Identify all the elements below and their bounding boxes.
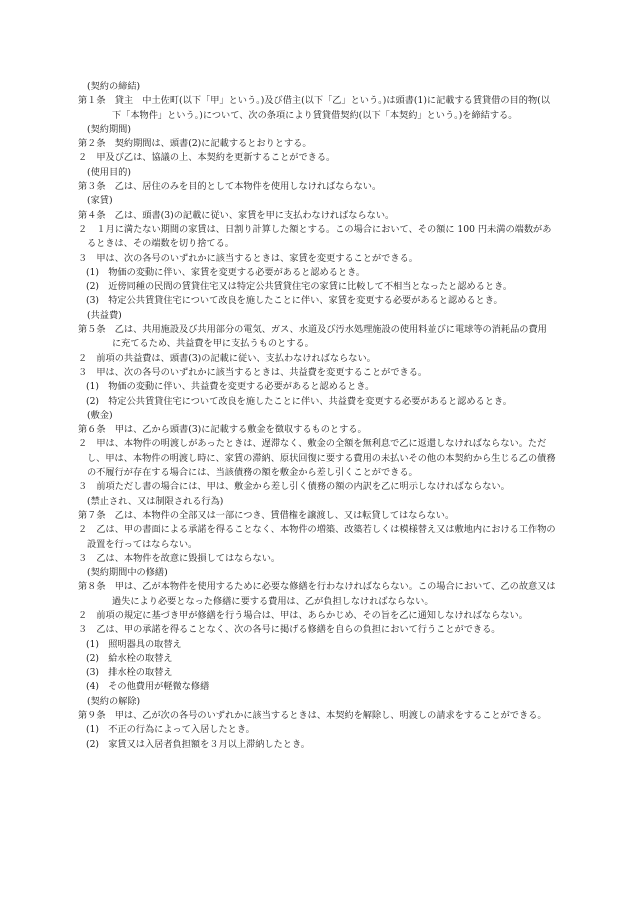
- clause-paragraph: ２ 前項の規定に基づき甲が修繕を行う場合は、甲は、あらかじめ、その旨を乙に通知しなければならない。: [78, 609, 528, 621]
- article-clause: 第５条 乙は、共用施設及び共用部分の電気、ガス、水道及び汚水処理施設の使用料並びに電球等の消耗品の費用に充てるため、共益費を甲に支払うものとする。: [78, 324, 547, 350]
- clause-paragraph: ３ 乙は、甲の承諾を得ることなく、次の各号に掲げる修繕を自らの負担において行うことができる。: [78, 624, 501, 636]
- contract-document: [78, 80, 556, 752]
- clause-item: (1) 不正の行為によって入居したとき。: [86, 724, 255, 736]
- article-clause: 第１条 貸主 中土佐町(以下「甲」という。)及び借主(以下「乙」という。)は頭書(1)に記載する賃貸借の目的物(以下「本物件」という。)について、次の条項により賃貸借契約(以下「本契約」という。)を締結する。: [78, 95, 550, 121]
- section-heading: (契約期間): [87, 123, 131, 135]
- clause-paragraph: ２ １月に満たない期間の家賃は、日割り計算した額とする。この場合において、その額に 100 円未満の端数があるときは、その端数を切り捨てる。: [78, 223, 552, 250]
- clause-item: (1) 照明器具の取替え: [86, 638, 182, 650]
- section-heading: (禁止され、又は制限される行為): [87, 495, 224, 507]
- section-heading: (敷金): [87, 409, 113, 421]
- article-clause: 第９条 甲は、乙が次の各号のいずれかに該当するときは、本契約を解除し、明渡しの請求をすることができる。: [78, 710, 547, 722]
- clause-paragraph: ３ 甲は、次の各号のいずれかに該当するときは、共益費を変更することができる。: [78, 366, 428, 378]
- clause-paragraph: ３ 乙は、本物件を故意に毀損してはならない。: [78, 552, 281, 564]
- clause-item: (1) 物価の変動に伴い、共益費を変更する必要があると認めるとき。: [86, 381, 375, 393]
- section-heading: (使用目的): [87, 166, 131, 178]
- section-heading: (共益費): [87, 309, 122, 321]
- article-clause: 第２条 契約期間は、頭書(2)に記載するとおりとする。: [78, 138, 312, 150]
- clause-item: (2) 近傍同種の民間の賃貸住宅又は特定公共賃貸住宅の家賃に比較して不相当となったと認めるとき。: [86, 281, 513, 293]
- clause-paragraph: ２ 前項の共益費は、頭書(3)の記載に従い、支払わなければならない。: [78, 352, 376, 364]
- section-heading: (家賃): [87, 195, 113, 207]
- clause-paragraph: ２ 甲は、本物件の明渡しがあったときは、遅滞なく、敷金の全額を無利息で乙に返還しなければならない。ただし、甲は、本物件の明渡し時に、家賃の滞納、原状回復に要する費用の未払いその他の本契約から生じる乙の債務の不履行が存在する場合には、当該債務の額を敷金から差し引くことができる。: [78, 438, 556, 479]
- section-heading: (契約の締結): [87, 81, 141, 92]
- article-clause: 第４条 乙は、頭書(3)の記載に従い、家賃を甲に支払わなければならない。: [78, 209, 395, 221]
- article-clause: 第８条 甲は、乙が本物件を使用するために必要な修繕を行わなければならない。この場合において、乙の故意又は過失により必要となった修繕に要する費用は、乙が負担しなければならない。: [78, 581, 556, 607]
- clause-paragraph: ３ 甲は、次の各号のいずれかに該当するときは、家賃を変更することができる。: [78, 252, 418, 264]
- article-clause: 第６条 甲は、乙から頭書(3)に記載する敷金を徴収するものとする。: [78, 424, 367, 436]
- clause-item: (1) 物価の変動に伴い、家賃を変更する必要があると認めるとき。: [86, 266, 366, 278]
- clause-item: (2) 給水栓の取替え: [86, 652, 173, 664]
- clause-paragraph: ３ 前項ただし書の場合には、甲は、敷金から差し引く債務の額の内訳を乙に明示しなければならない。: [78, 481, 510, 493]
- section-heading: (契約の解除): [87, 695, 141, 707]
- article-clause: 第７条 乙は、本物件の全部又は一部につき、賃借権を譲渡し、又は転貸してはならない。: [78, 509, 455, 521]
- section-heading: (契約期間中の修繕): [87, 567, 168, 579]
- clause-paragraph: ２ 乙は、甲の書面による承諾を得ることなく、本物件の増築、改築若しくは模様替え又は敷地内における工作物の設置を行ってはならない。: [78, 524, 556, 550]
- clause-item: (3) 特定公共賃貸住宅について改良を施したことに伴い、家賃を変更する必要があると認めるとき。: [86, 295, 503, 307]
- article-clause: 第３条 乙は、居住のみを目的として本物件を使用しなければならない。: [78, 181, 382, 193]
- clause-item: (2) 特定公共賃貸住宅について改良を施したことに伴い、共益費を変更する必要があると認めるとき。: [86, 395, 512, 407]
- clause-item: (2) 家賃又は入居者負担額を３月以上滞納したとき。: [86, 738, 310, 750]
- clause-item: (4) その他費用が軽微な修繕: [86, 681, 210, 693]
- clause-item: (3) 排水栓の取替え: [86, 667, 173, 679]
- clause-paragraph: ２ 甲及び乙は、協議の上、本契約を更新することができる。: [78, 152, 336, 164]
